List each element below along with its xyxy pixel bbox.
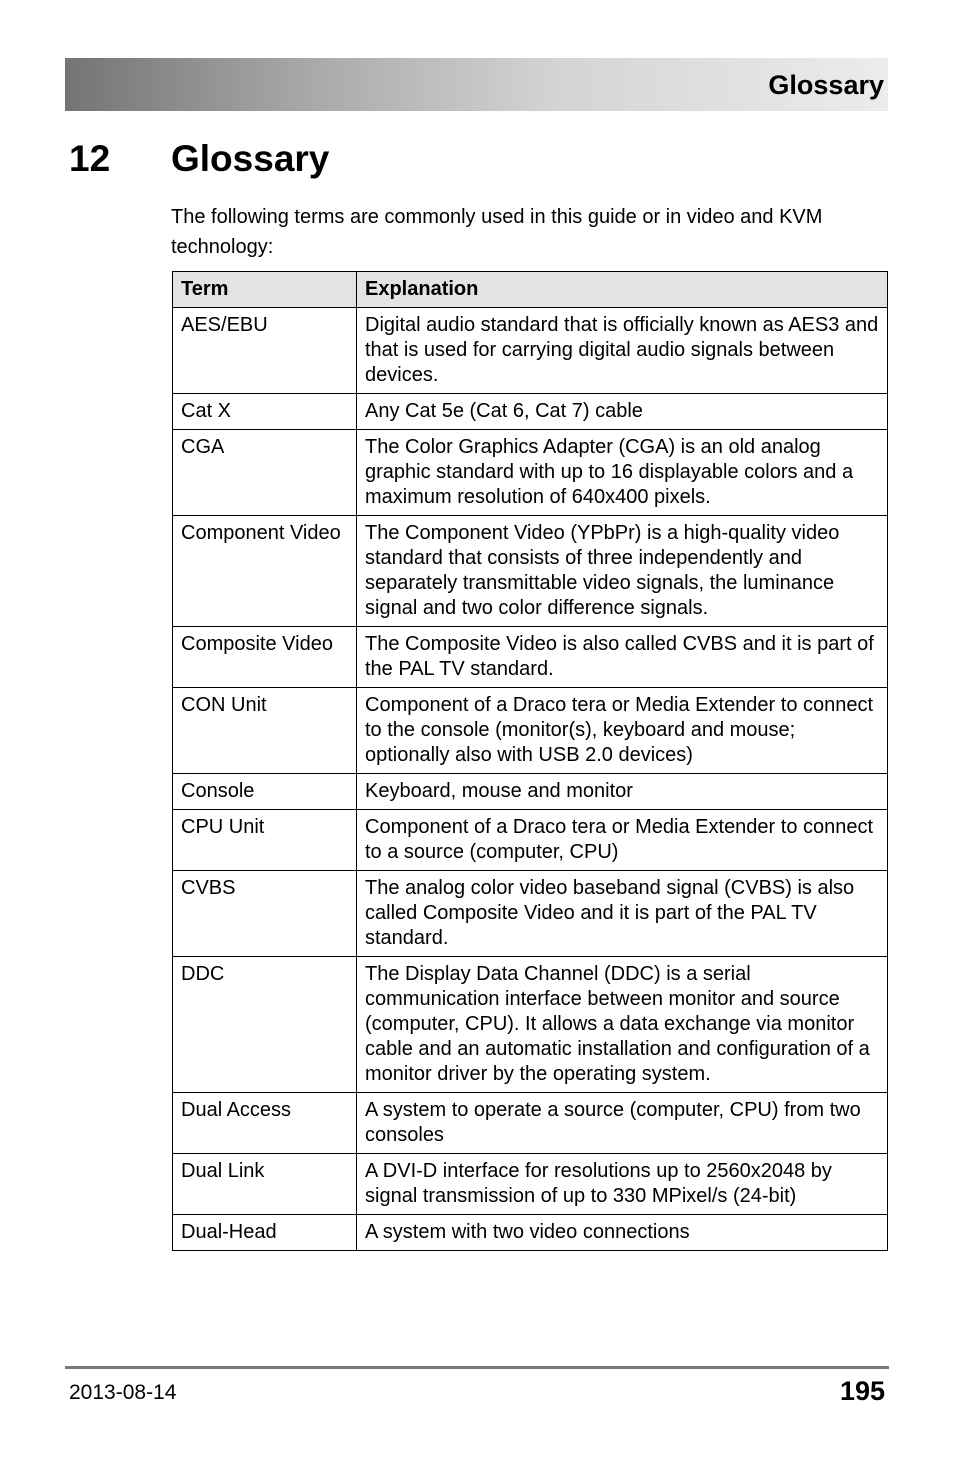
explanation-cell: The Color Graphics Adapter (CGA) is an old analog graphic standard with up to 16 displayable colors and a maximum resolution of 640x400 pixels. [357, 430, 888, 516]
explanation-cell: The Display Data Channel (DDC) is a serial communication interface between monitor and source (computer, CPU). It allows a data exchange via monitor cable and an automatic installation and configuration of a monitor driver by the operating system. [357, 957, 888, 1093]
footer-divider [65, 1366, 889, 1369]
term-cell: Dual Link [173, 1154, 357, 1215]
explanation-cell: Digital audio standard that is officially known as AES3 and that is used for carrying digital audio signals between devices. [357, 308, 888, 394]
table-row [173, 810, 888, 871]
term-cell: Component Video [173, 516, 357, 627]
table-row [173, 1154, 888, 1215]
term-cell: CON Unit [173, 688, 357, 774]
table-row [173, 1093, 888, 1154]
table-row [173, 516, 888, 627]
term-cell: DDC [173, 957, 357, 1093]
explanation-cell: A system with two video connections [357, 1215, 888, 1251]
table-row [173, 430, 888, 516]
table-row [173, 308, 888, 394]
column-header-explanation: Explanation [357, 272, 888, 308]
explanation-cell: A system to operate a source (computer, CPU) from two consoles [357, 1093, 888, 1154]
explanation-cell: A DVI-D interface for resolutions up to 2560x2048 by signal transmission of up to 330 MPixel/s (24-bit) [357, 1154, 888, 1215]
header-title: Glossary [768, 70, 884, 100]
page-number: 195 [839, 1376, 885, 1406]
term-cell: CGA [173, 430, 357, 516]
table-row [173, 774, 888, 810]
table-row [173, 688, 888, 774]
table-row [173, 957, 888, 1093]
explanation-cell: Component of a Draco tera or Media Extender to connect to a source (computer, CPU) [357, 810, 888, 871]
intro-paragraph: The following terms are commonly used in this guide or in video and KVM technology: [171, 206, 823, 258]
chapter-title-text: Glossary [171, 138, 330, 179]
table-row [173, 1215, 888, 1251]
glossary-table [172, 271, 888, 1251]
term-cell: Dual-Head [173, 1215, 357, 1251]
explanation-cell: Keyboard, mouse and monitor [357, 774, 888, 810]
explanation-cell: The Component Video (YPbPr) is a high-quality video standard that consists of three independently and separately transmittable video signals, the luminance signal and two color difference signals. [357, 516, 888, 627]
term-cell: AES/EBU [173, 308, 357, 394]
term-cell: Dual Access [173, 1093, 357, 1154]
term-cell: Cat X [173, 394, 357, 430]
term-cell: CPU Unit [173, 810, 357, 871]
explanation-cell: The Composite Video is also called CVBS and it is part of the PAL TV standard. [357, 627, 888, 688]
chapter-number: 12 [69, 138, 111, 179]
header-bar [65, 58, 888, 111]
term-cell: CVBS [173, 871, 357, 957]
table-row [173, 627, 888, 688]
chapter-title [69, 138, 329, 180]
explanation-cell: Component of a Draco tera or Media Extender to connect to the console (monitor(s), keyboard and mouse; optionally also with USB 2.0 devices) [357, 688, 888, 774]
explanation-cell: The analog color video baseband signal (CVBS) is also called Composite Video and it is part of the PAL TV standard. [357, 871, 888, 957]
explanation-cell: Any Cat 5e (Cat 6, Cat 7) cable [357, 394, 888, 430]
term-cell: Composite Video [173, 627, 357, 688]
footer-date: 2013-08-14 [69, 1381, 177, 1404]
table-row [173, 394, 888, 430]
table-header-row [173, 272, 888, 308]
term-cell: Console [173, 774, 357, 810]
column-header-term: Term [173, 272, 357, 308]
table-row [173, 871, 888, 957]
